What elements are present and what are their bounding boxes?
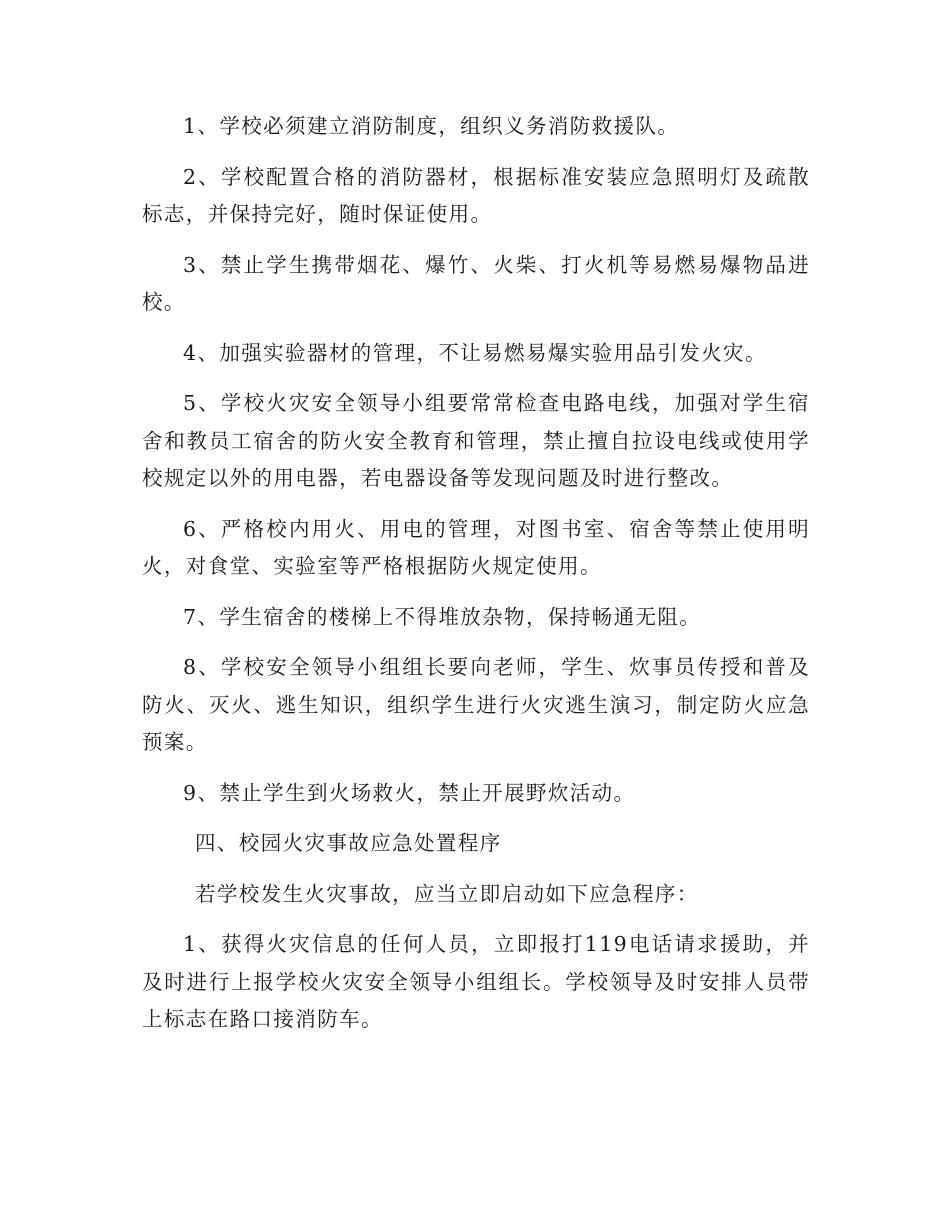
- rule-paragraph-5: 5、学校火灾安全领导小组要常常检查电路电线，加强对学生宿舍和教员工宿舍的防火安全教育和管理，禁止擅自拉设电线或使用学校规定以外的用电器，若电器设备等发现问题及时进行整改。: [142, 391, 810, 490]
- section-intro: 若学校发生火灾事故，应当立即启动如下应急程序：: [195, 881, 699, 906]
- rule-paragraph-9: 9、禁止学生到火场救火，禁止开展野炊活动。: [183, 780, 636, 805]
- rule-paragraph-8: 8、学校安全领导小组组长要向老师，学生、炊事员传授和普及防火、灭火、逃生知识，组织学生进行火灾逃生演习，制定防火应急预案。: [142, 655, 810, 754]
- rule-paragraph-4: 4、加强实验器材的管理，不让易燃易爆实验用品引发火灾。: [183, 340, 767, 365]
- document-body: [142, 108, 810, 1052]
- rule-paragraph-7: 7、学生宿舍的楼梯上不得堆放杂物，保持畅通无阻。: [183, 604, 702, 629]
- rule-paragraph-2: 2、学校配置合格的消防器材，根据标准安装应急照明灯及疏散标志，并保持完好，随时保证使用。: [142, 164, 810, 226]
- section-heading: 四、校园火灾事故应急处置程序: [195, 831, 502, 855]
- rule-paragraph-3: 3、禁止学生携带烟花、爆竹、火柴、打火机等易燃易爆物品进校。: [142, 252, 810, 314]
- procedure-paragraph-1: 1、获得火灾信息的任何人员，立即报打119电话请求援助，并及时进行上报学校火灾安全领导小组组长。学校领导及时安排人员带上标志在路口接消防车。: [142, 932, 810, 1031]
- rule-paragraph-6: 6、严格校内用火、用电的管理，对图书室、宿舍等禁止使用明火，对食堂、实验室等严格根据防火规定使用。: [142, 516, 810, 578]
- rule-paragraph-1: 1、学校必须建立消防制度，组织义务消防救援队。: [183, 114, 680, 138]
